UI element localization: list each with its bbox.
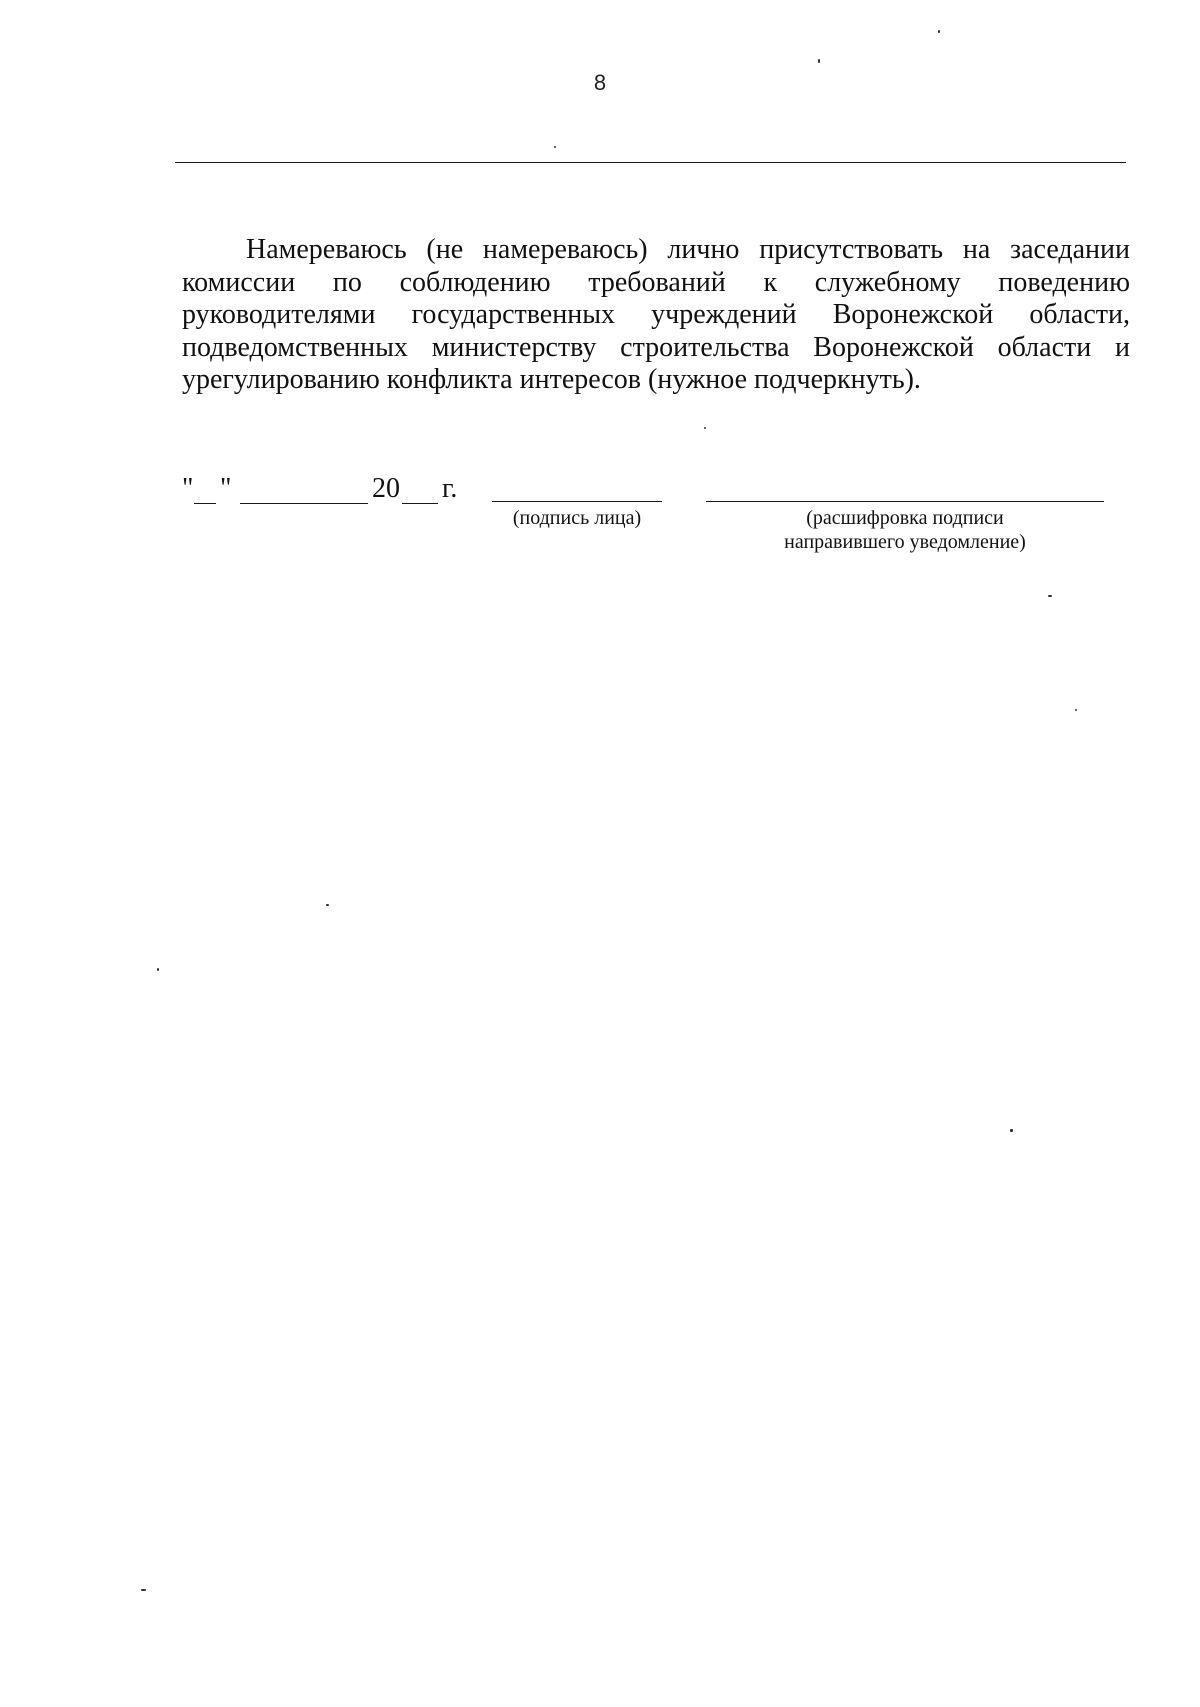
scan-speck: [157, 968, 159, 971]
signature-line: [492, 501, 662, 502]
scan-speck: [818, 59, 820, 63]
date-quote-open: ": [182, 473, 194, 504]
scan-speck: [1075, 709, 1077, 711]
month-blank: [240, 503, 368, 504]
decoding-line: [706, 501, 1104, 502]
decoding-caption: [706, 506, 1104, 554]
scan-speck: [554, 146, 556, 148]
scan-speck: [704, 427, 706, 429]
decoding-caption-line2: направившего уведомление): [784, 531, 1026, 553]
header-rule: [175, 162, 1126, 163]
scan-speck: [1048, 595, 1052, 597]
scan-speck: [326, 904, 329, 906]
year-suffix: г.: [442, 473, 458, 504]
statement-paragraph: Намереваюсь (не намереваюсь) лично присутствовать на заседании комиссии по соблюдению требований к служебному поведению руководителями государственных учреждений Воронежской области, подведомственных министерству строительства Воронежской области и урегулированию конфликта интересов (нужное подчеркнуть).: [182, 234, 1130, 395]
scan-speck: [1010, 1129, 1013, 1132]
year-prefix: 20: [372, 473, 400, 504]
decoding-caption-line1: (расшифровка подписи: [806, 507, 1004, 529]
scan-speck: [141, 1589, 146, 1591]
signature-caption: (подпись лица): [512, 507, 642, 529]
year-blank: [402, 503, 438, 504]
page-number: 8: [593, 70, 607, 95]
scan-speck: [938, 30, 940, 33]
date-quote-close: ": [220, 473, 232, 504]
day-blank: [194, 503, 216, 504]
